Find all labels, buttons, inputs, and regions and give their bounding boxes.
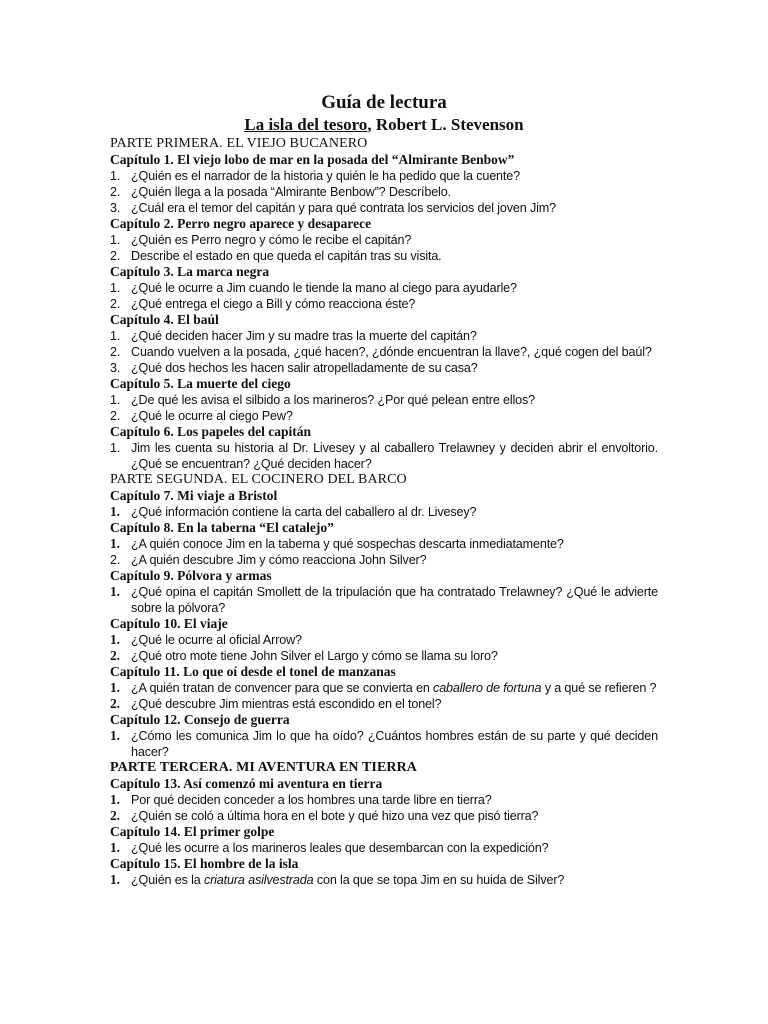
chapter-heading: Capítulo 8. En la taberna “El catalejo”: [110, 520, 334, 535]
question-item: 2. ¿Quién llega a la posada “Almirante Benbow”? Descríbelo.: [110, 185, 451, 199]
chapter-heading: Capítulo 15. El hombre de la isla: [110, 856, 299, 871]
question-list: [110, 632, 658, 664]
question-item: 1. ¿Quién es Perro negro y cómo le recibe el capitán?: [110, 233, 412, 247]
question-item: 1. ¿Quién es la criatura asilvestrada con la que se topa Jim en su huida de Silver?: [110, 872, 565, 887]
question-item: 1. Por qué deciden conceder a los hombres una tarde libre en tierra?: [110, 792, 492, 807]
question-item: 1. ¿Qué le ocurre a Jim cuando le tiende la mano al ciego para ayudarle?: [110, 281, 517, 295]
book-author: , Robert L. Stevenson: [367, 115, 524, 134]
question-item: 2. ¿A quién descubre Jim y cómo reacciona John Silver?: [110, 553, 427, 567]
part-heading: PARTE PRIMERA. EL VIEJO BUCANERO: [110, 136, 368, 151]
book-subtitle: [110, 114, 658, 136]
chapter-heading: Capítulo 9. Pólvora y armas: [110, 568, 272, 583]
question-item: 3. ¿Cuál era el temor del capitán y para qué contrata los servicios del joven Jim?: [110, 201, 556, 215]
question-item: 1. Jim les cuenta su historia al Dr. Livesey y al caballero Trelawney y deciden abrir el envoltorio. ¿Qué se encuentran? ¿Qué deciden hacer?: [110, 441, 658, 471]
question-item: 2. ¿Quién se coló a última hora en el bote y qué hizo una vez que pisó tierra?: [110, 808, 539, 823]
question-list: [110, 584, 658, 616]
question-list: [110, 392, 658, 424]
question-list: [110, 232, 658, 264]
book-title: La isla del tesoro: [244, 115, 368, 134]
question-list: [110, 168, 658, 216]
question-item: 1. ¿Qué deciden hacer Jim y su madre tras la muerte del capitán?: [110, 329, 477, 343]
chapter-heading: Capítulo 14. El primer golpe: [110, 824, 275, 839]
chapter-heading: Capítulo 7. Mi viaje a Bristol: [110, 488, 278, 503]
question-list: [110, 504, 658, 520]
question-list: [110, 840, 658, 856]
question-item: 2. ¿Qué descubre Jim mientras está escondido en el tonel?: [110, 696, 442, 711]
chapter-heading: Capítulo 11. Lo que oí desde el tonel de manzanas: [110, 664, 396, 679]
chapter-heading: Capítulo 5. La muerte del ciego: [110, 376, 291, 391]
question-item: 1. ¿Qué opina el capitán Smollett de la tripulación que ha contratado Trelawney? ¿Qué le advierte sobre la pólvora?: [110, 584, 658, 615]
chapter-heading: Capítulo 3. La marca negra: [110, 264, 270, 279]
question-item: 2. ¿Qué entrega el ciego a Bill y cómo reacciona éste?: [110, 297, 416, 311]
question-item: 3. ¿Qué dos hechos les hacen salir atropelladamente de su casa?: [110, 361, 478, 375]
chapter-heading: Capítulo 4. El baúl: [110, 312, 219, 327]
question-list: [110, 280, 658, 312]
question-list: [110, 536, 658, 568]
chapter-heading: Capítulo 13. Así comenzó mi aventura en tierra: [110, 776, 383, 791]
question-item: 1. ¿Cómo les comunica Jim lo que ha oído? ¿Cuántos hombres están de su parte y qué deciden hacer?: [110, 728, 658, 759]
question-item: 1. ¿Quién es el narrador de la historia y quién le ha pedido que la cuente?: [110, 169, 520, 183]
chapter-heading: Capítulo 12. Consejo de guerra: [110, 712, 290, 727]
question-item: 1. ¿De qué les avisa el silbido a los marineros? ¿Por qué pelean entre ellos?: [110, 393, 536, 407]
question-item: 2. Cuando vuelven a la posada, ¿qué hacen?, ¿dónde encuentran la llave?, ¿qué cogen del baúl?: [110, 345, 652, 359]
question-list: [110, 328, 658, 376]
chapter-heading: Capítulo 2. Perro negro aparece y desaparece: [110, 216, 372, 231]
question-item: 2. ¿Qué le ocurre al ciego Pew?: [110, 409, 293, 423]
question-list: [110, 872, 658, 888]
question-item: 2. ¿Qué otro mote tiene John Silver el Largo y cómo se llama su loro?: [110, 648, 498, 663]
chapter-heading: Capítulo 6. Los papeles del capitán: [110, 424, 312, 439]
question-item: 1. ¿A quién conoce Jim en la taberna y qué sospechas descarta inmediatamente?: [110, 536, 564, 551]
question-list: [110, 680, 658, 712]
question-item: 2. Describe el estado en que queda el capitán tras su visita.: [110, 249, 442, 263]
question-list: [110, 440, 658, 472]
question-list: [110, 728, 658, 760]
question-list: [110, 792, 658, 824]
part-heading: PARTE TERCERA. MI AVENTURA EN TIERRA: [110, 760, 418, 775]
page-title: Guía de lectura: [321, 92, 447, 113]
question-item: 1. ¿Qué les ocurre a los marineros leales que desembarcan con la expedición?: [110, 840, 549, 855]
chapter-heading: Capítulo 1. El viejo lobo de mar en la posada del “Almirante Benbow”: [110, 152, 515, 167]
question-item: 1. ¿A quién tratan de convencer para que se convierta en caballero de fortuna y a qué se refieren ?: [110, 680, 657, 695]
question-item: 1. ¿Qué información contiene la carta del caballero al dr. Livesey?: [110, 504, 477, 519]
chapter-heading: Capítulo 10. El viaje: [110, 616, 228, 631]
part-heading: PARTE SEGUNDA. EL COCINERO DEL BARCO: [110, 472, 407, 487]
question-item: 1. ¿Qué le ocurre al oficial Arrow?: [110, 632, 302, 647]
